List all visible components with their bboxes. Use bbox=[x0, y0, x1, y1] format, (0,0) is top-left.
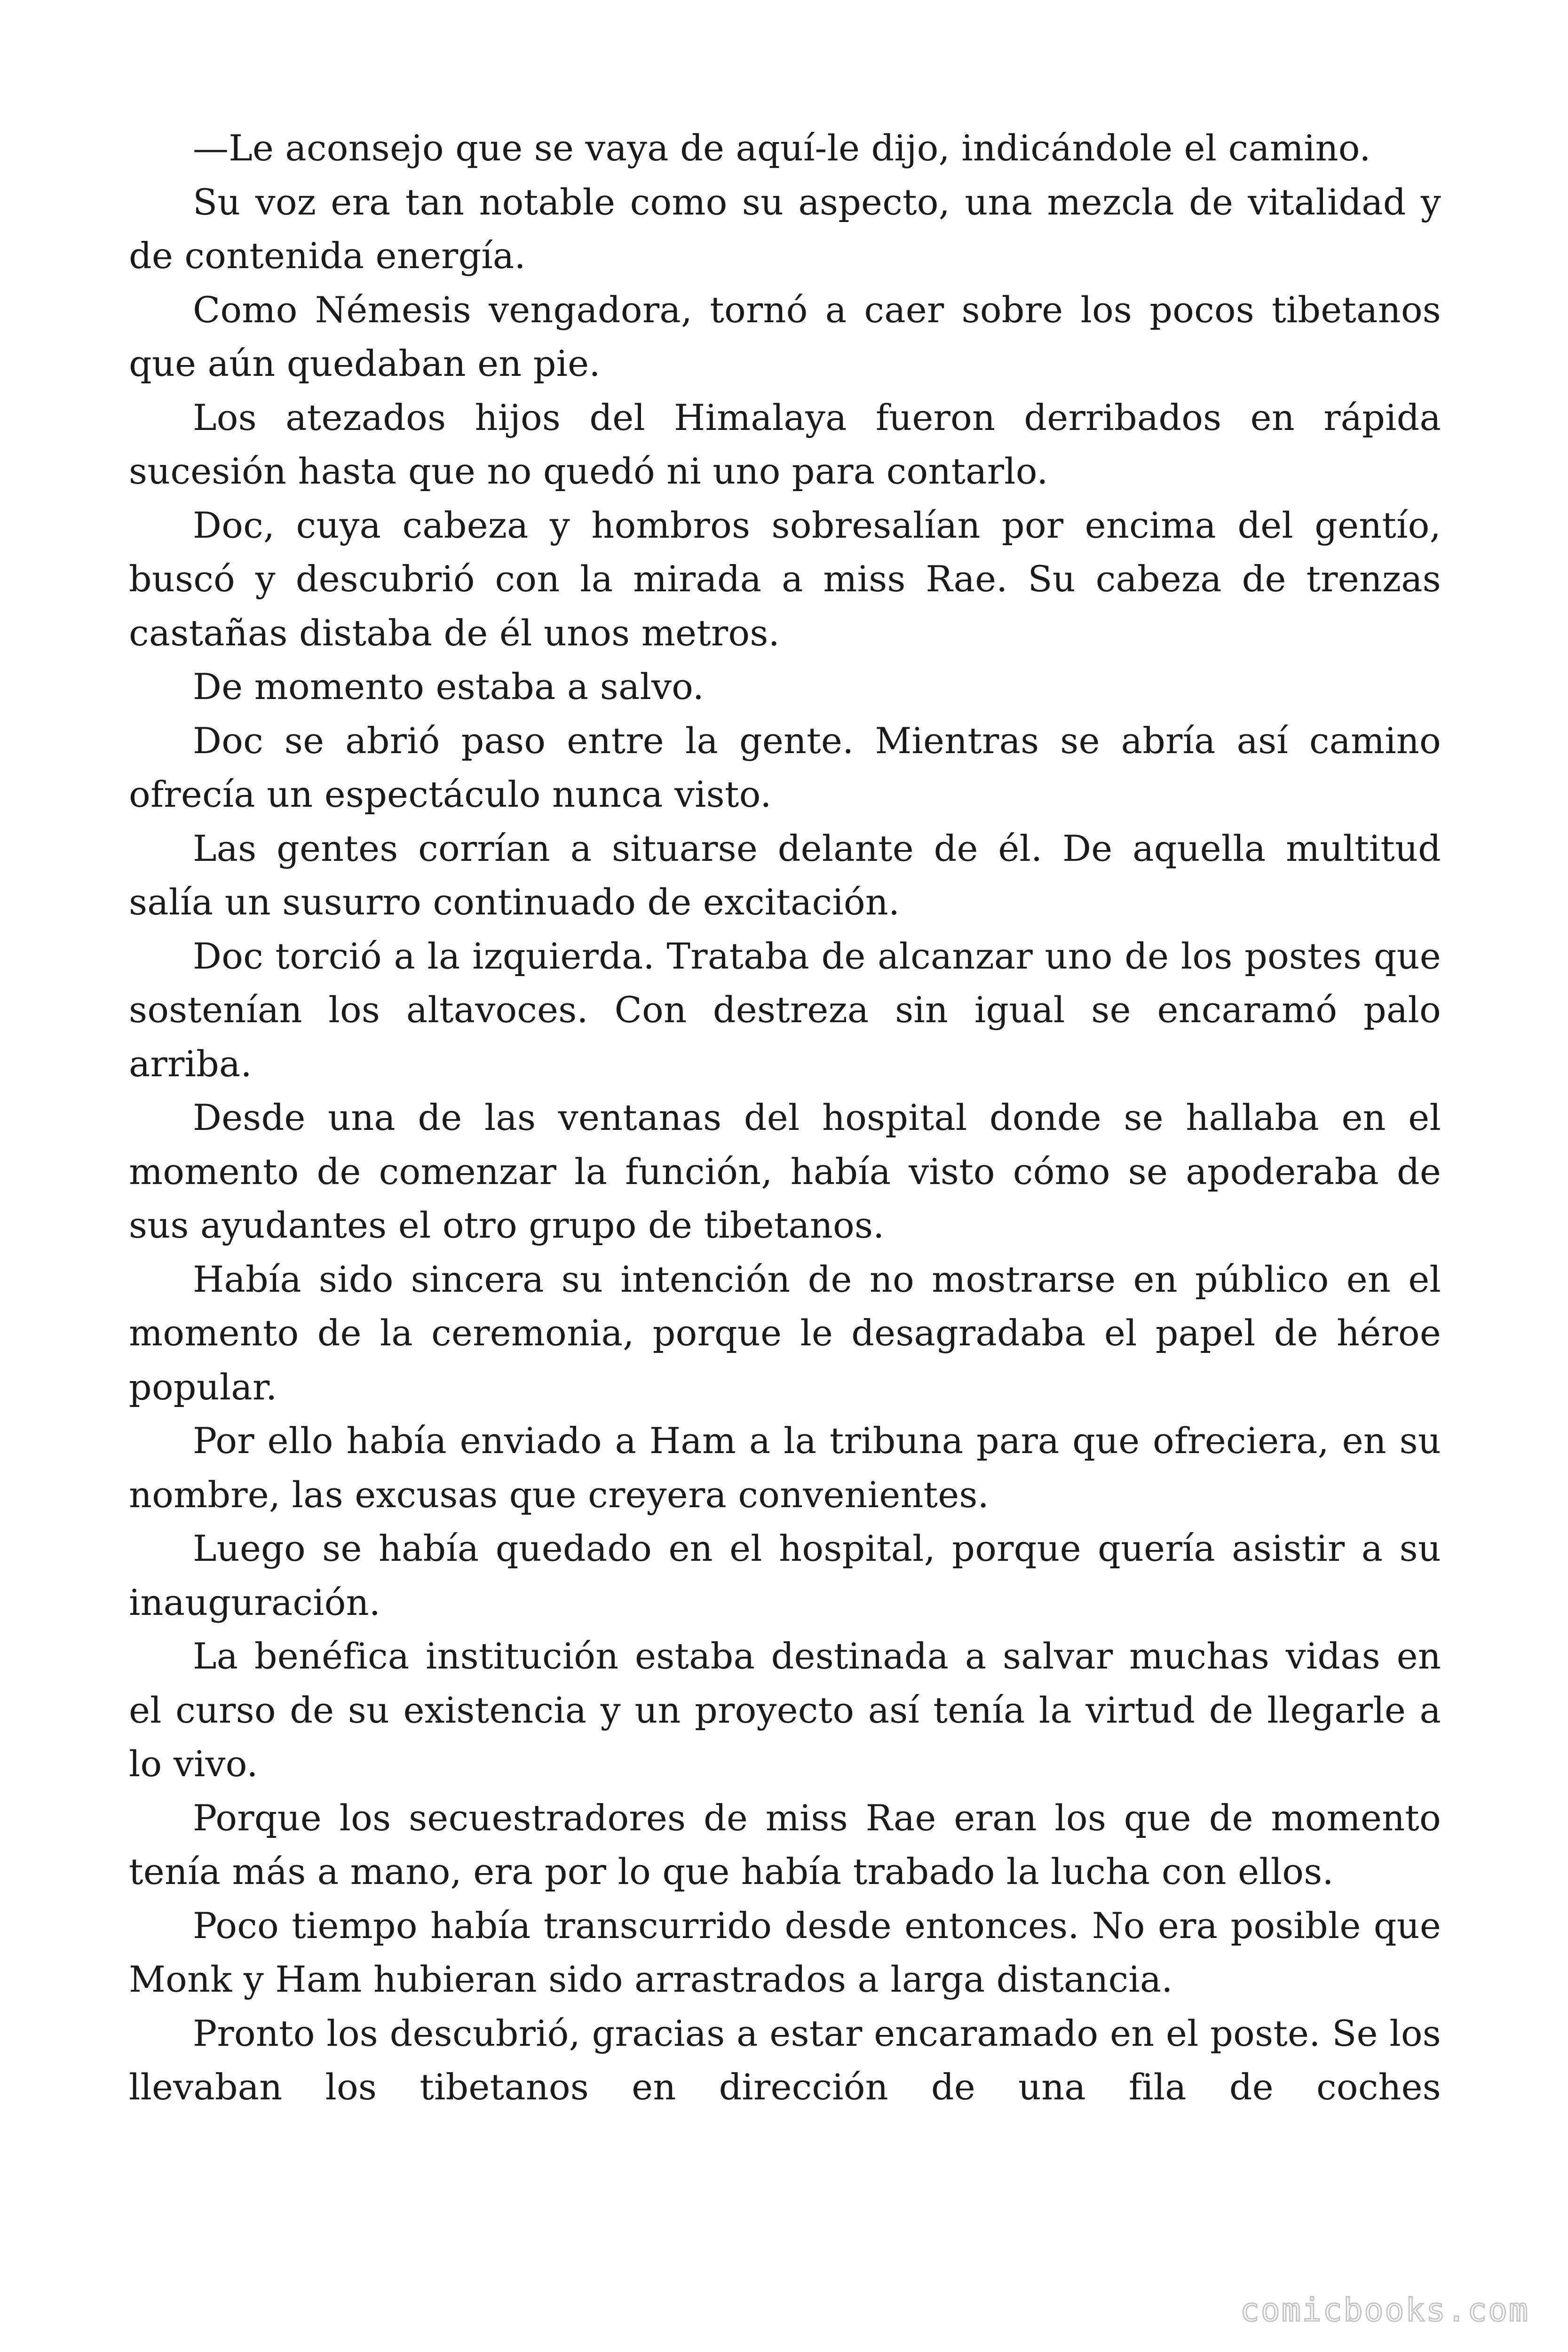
paragraph: Su voz era tan notable como su aspecto, una mezcla de vitalidad y de contenida energía. bbox=[129, 181, 1441, 277]
paragraph: De momento estaba a salvo. bbox=[193, 666, 705, 707]
paragraph: Desde una de las ventanas del hospital donde se hallaba en el momento de comenzar la función, había visto cómo se apoderaba de sus ayudantes el otro grupo de tibetanos. bbox=[129, 1097, 1441, 1246]
paragraph: Por ello había enviado a Ham a la tribuna para que ofreciera, en su nombre, las excusas que creyera convenientes. bbox=[129, 1420, 1441, 1516]
body-text bbox=[129, 121, 1441, 2114]
site-watermark: comicbooks.com bbox=[1240, 2292, 1529, 2329]
paragraph: Como Némesis vengadora, tornó a caer sobre los pocos tibetanos que aún quedaban en pie. bbox=[129, 288, 1441, 384]
paragraph: Doc, cuya cabeza y hombros sobresalían por encima del gentío, buscó y descubrió con la mirada a miss Rae. Su cabeza de trenzas castañas distaba de él unos metros. bbox=[129, 504, 1441, 654]
paragraph: Luego se había quedado en el hospital, porque quería asistir a su inauguración. bbox=[129, 1527, 1441, 1623]
paragraph: Doc se abrió paso entre la gente. Mientras se abría así camino ofrecía un espectáculo nunca visto. bbox=[129, 719, 1441, 815]
paragraph: Porque los secuestradores de miss Rae eran los que de momento tenía más a mano, era por lo que había trabado la lucha con ellos. bbox=[129, 1796, 1441, 1892]
paragraph: Las gentes corrían a situarse delante de él. De aquella multitud salía un susurro continuado de excitación. bbox=[129, 827, 1441, 923]
paragraph: Había sido sincera su intención de no mostrarse en público en el momento de la ceremonia, porque le desagradaba el papel de héroe popular. bbox=[129, 1258, 1441, 1408]
paragraph: La benéfica institución estaba destinada a salvar muchas vidas en el curso de su existencia y un proyecto así tenía la virtud de llegarle a lo vivo. bbox=[129, 1635, 1441, 1785]
paragraph: Los atezados hijos del Himalaya fueron derribados en rápida sucesión hasta que no quedó ni uno para contarlo. bbox=[129, 396, 1441, 492]
paragraph: —Le aconsejo que se vaya de aquí-le dijo, indicándole el camino. bbox=[193, 127, 1371, 169]
paragraph: Doc torció a la izquierda. Trataba de alcanzar uno de los postes que sostenían los altavoces. Con destreza sin igual se encaramó palo arriba. bbox=[129, 935, 1441, 1085]
paragraph: Pronto los descubrió, gracias a estar encaramado en el poste. Se los llevaban los tibetanos en dirección de una fila de coches bbox=[129, 2012, 1441, 2108]
paragraph: Poco tiempo había transcurrido desde entonces. No era posible que Monk y Ham hubieran sido arrastrados a larga distancia. bbox=[129, 1904, 1441, 2000]
